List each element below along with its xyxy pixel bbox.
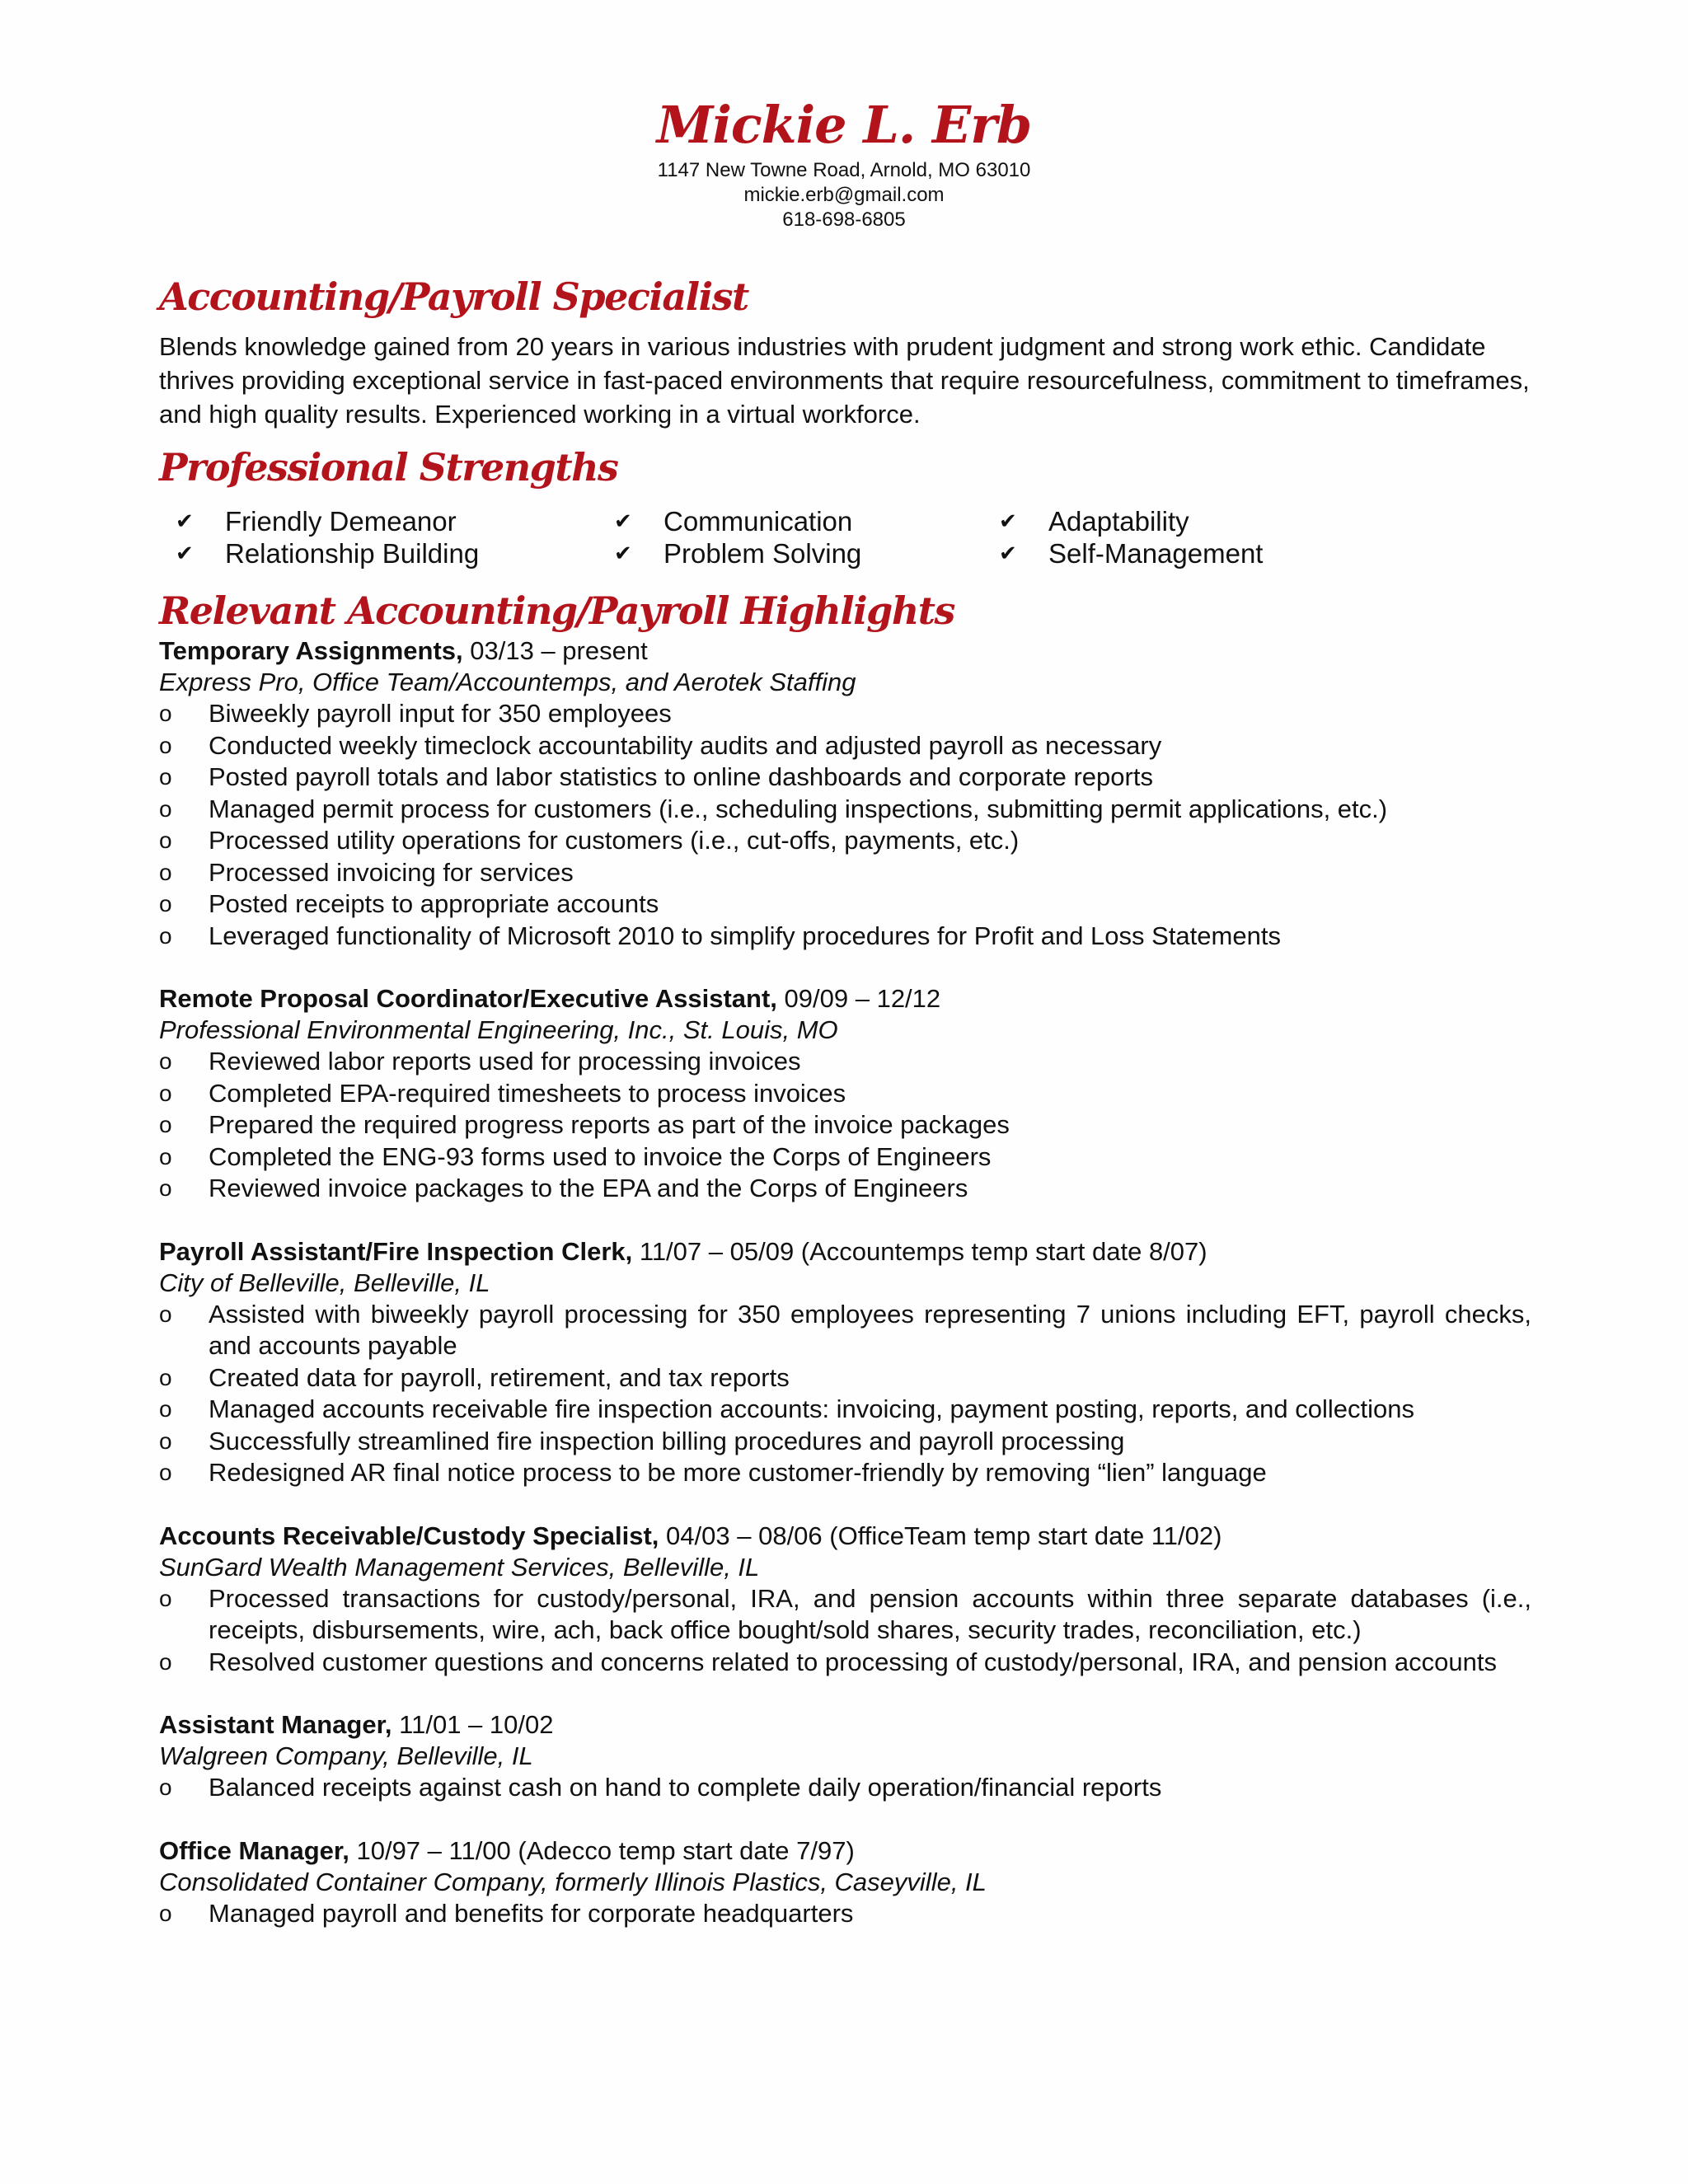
bullet-text: Managed accounts receivable fire inspection accounts: invoicing, payment posting, reports, and collections [209, 1394, 1414, 1423]
job-dates: 09/09 – 12/12 [776, 984, 941, 1013]
bullet-text: Redesigned AR final notice process to be more customer-friendly by removing “lien” language [209, 1458, 1267, 1487]
bullet-icon: o [159, 1048, 172, 1074]
job-entry [159, 1236, 1531, 1489]
bullet-icon: o [159, 1774, 172, 1800]
highlights-title: Relevant Accounting/Payroll Highlights [159, 588, 954, 633]
job-company: Express Pro, Office Team/Accountemps, and Aerotek Staffing [159, 668, 856, 696]
bullet-text: Biweekly payroll input for 350 employees [209, 699, 672, 728]
job-bullets [159, 1046, 1531, 1205]
resume-body [159, 272, 1531, 1929]
bullet-text: Successfully streamlined fire inspection billing procedures and payroll processing [209, 1426, 1125, 1455]
bullet-icon: o [159, 1175, 172, 1201]
job-entry [159, 635, 1531, 952]
bullet-item [159, 1772, 1531, 1804]
job-list [159, 635, 1531, 1929]
job-bullets [159, 1299, 1531, 1489]
bullet-text: Processed utility operations for customers (i.e., cut-offs, payments, etc.) [209, 826, 1020, 855]
job-dates: 10/97 – 11/00 (Adecco temp start date 7/97) [349, 1835, 855, 1865]
job-title: Temporary Assignments, [159, 636, 463, 665]
strength-item: ✔ Self-Management [999, 538, 1264, 569]
bullet-icon: o [159, 1112, 172, 1137]
contact-phone: 618-698-6805 [782, 209, 906, 231]
job-title: Payroll Assistant/Fire Inspection Clerk, [159, 1236, 633, 1266]
job-company: City of Belleville, Belleville, IL [159, 1268, 490, 1297]
bullet-item [159, 921, 1531, 953]
bullet-item [159, 857, 1531, 889]
bullet-text: Conducted weekly timeclock accountability audits and adjusted payroll as necessary [209, 730, 1162, 760]
bullet-icon: o [159, 1301, 172, 1327]
candidate-name: Mickie L. Erb [656, 95, 1032, 155]
job-heading [159, 1521, 1531, 1552]
bullet-text: Resolved customer questions and concerns related to processing of custody/personal, IRA, and pension accounts [209, 1647, 1497, 1676]
job-title: Accounts Receivable/Custody Specialist, [159, 1521, 659, 1550]
job-heading [159, 1236, 1531, 1268]
check-icon: ✔ [176, 509, 194, 533]
job-heading [159, 1709, 1531, 1741]
bullet-icon: o [159, 1585, 172, 1611]
bullet-text: Completed EPA-required timesheets to process invoices [209, 1078, 846, 1108]
bullet-item [159, 1141, 1531, 1174]
bullet-item [159, 1647, 1531, 1679]
bullet-icon: o [159, 1460, 172, 1485]
bullet-text: Completed the ENG-93 forms used to invoice the Corps of Engineers [209, 1141, 992, 1171]
job-company: Consolidated Container Company, formerly Illinois Plastics, Caseyville, IL [159, 1867, 987, 1896]
bullet-icon: o [159, 1080, 172, 1106]
strength-item: ✔ Adaptability [999, 506, 1189, 537]
bullet-item [159, 698, 1531, 730]
bullet-item [159, 762, 1531, 794]
job-heading [159, 635, 1531, 667]
check-icon: ✔ [999, 509, 1017, 533]
bullet-icon: o [159, 859, 172, 885]
bullet-item [159, 1898, 1531, 1930]
bullet-text: Created data for payroll, retirement, and tax reports [209, 1362, 790, 1392]
bullet-icon: o [159, 891, 172, 916]
bullet-text: Leveraged functionality of Microsoft 2010 to simplify procedures for Profit and Loss Statements [209, 921, 1281, 950]
bullet-text: Managed permit process for customers (i.e., scheduling inspections, submitting permit applications, etc.) [209, 794, 1388, 823]
strength-item: ✔ Communication [614, 506, 853, 537]
bullet-item [159, 1457, 1531, 1489]
bullet-text: Prepared the required progress reports as part of the invoice packages [209, 1110, 1010, 1139]
job-company: Walgreen Company, Belleville, IL [159, 1741, 533, 1770]
bullet-text: Posted payroll totals and labor statistics to online dashboards and corporate reports [209, 762, 1153, 791]
bullet-icon: o [159, 701, 172, 726]
bullet-item [159, 1299, 1531, 1362]
bullet-text: Processed transactions for custody/personal, IRA, and pension accounts within three separate databases (i.e., receipts, disbursements, wire, ach, back office bought/sold shares, security trades, reconciliation, etc.) [209, 1583, 1531, 1644]
bullet-text: Reviewed invoice packages to the EPA and the Corps of Engineers [209, 1174, 968, 1202]
job-bullets [159, 1772, 1531, 1804]
job-entry [159, 1521, 1531, 1679]
bullet-text: Reviewed labor reports used for processing invoices [209, 1047, 801, 1076]
summary-title: Accounting/Payroll Specialist [159, 274, 748, 319]
bullet-item [159, 730, 1531, 762]
job-title: Remote Proposal Coordinator/Executive Assistant, [159, 984, 777, 1013]
bullet-item [159, 825, 1531, 857]
bullet-icon: o [159, 732, 172, 758]
check-icon: ✔ [999, 541, 1017, 565]
strength-item: ✔ Problem Solving [614, 538, 862, 569]
bullet-text: Managed payroll and benefits for corporate headquarters [209, 1898, 854, 1928]
bullet-icon: o [159, 1143, 172, 1169]
bullet-icon: o [159, 1396, 172, 1422]
bullet-item [159, 1078, 1531, 1110]
bullet-item [159, 1362, 1531, 1394]
strengths-list [176, 505, 1531, 569]
job-entry [159, 1709, 1531, 1804]
job-entry [159, 1835, 1531, 1930]
resume-header [0, 92, 1688, 232]
strengths-title: Professional Strengths [159, 445, 618, 490]
bullet-item [159, 1394, 1531, 1426]
check-icon: ✔ [614, 509, 632, 533]
bullet-icon: o [159, 827, 172, 853]
job-heading [159, 1835, 1531, 1867]
job-dates: 03/13 – present [462, 636, 648, 665]
job-entry [159, 983, 1531, 1205]
job-title: Assistant Manager, [159, 1710, 392, 1739]
job-dates: 04/03 – 08/06 (OfficeTeam temp start date 11/02) [659, 1521, 1222, 1550]
bullet-icon: o [159, 1364, 172, 1390]
job-bullets [159, 698, 1531, 952]
strength-item: ✔ Relationship Building [176, 538, 480, 569]
job-dates: 11/07 – 05/09 (Accountemps temp start date 8/07) [632, 1236, 1207, 1266]
job-dates: 11/01 – 10/02 [392, 1710, 554, 1739]
job-bullets [159, 1898, 1531, 1930]
bullet-item [159, 1109, 1531, 1141]
bullet-icon: o [159, 922, 172, 949]
job-company: Professional Environmental Engineering, Inc., St. Louis, MO [159, 1015, 838, 1044]
check-icon: ✔ [176, 541, 194, 565]
bullet-text: Assisted with biweekly payroll processing for 350 employees representing 7 unions including EFT, payroll checks, and accounts payable [209, 1299, 1531, 1360]
bullet-item [159, 1173, 1531, 1205]
bullet-icon: o [159, 795, 172, 822]
job-company: SunGard Wealth Management Services, Belleville, IL [159, 1552, 760, 1582]
bullet-icon: o [159, 764, 172, 790]
bullet-icon: o [159, 1648, 172, 1675]
bullet-icon: o [159, 1900, 172, 1926]
summary-text: Blends knowledge gained from 20 years in various industries with prudent judgment and strong work ethic. Candidate thrives providing exceptional service in fast-paced environments that require resourcefulness, commitment to timeframes, and high quality results. Experienced working in a virtual workforce. [159, 332, 1530, 429]
bullet-text: Posted receipts to appropriate accounts [209, 889, 659, 918]
check-icon: ✔ [614, 541, 632, 565]
job-title: Office Manager, [159, 1835, 349, 1865]
bullet-text: Balanced receipts against cash on hand to complete daily operation/financial reports [209, 1773, 1162, 1802]
strength-item: ✔ Friendly Demeanor [176, 506, 457, 537]
bullet-icon: o [159, 1427, 172, 1454]
bullet-item [159, 888, 1531, 921]
contact-email: mickie.erb@gmail.com [743, 184, 945, 206]
bullet-item [159, 1426, 1531, 1458]
job-bullets [159, 1583, 1531, 1679]
bullet-item [159, 1583, 1531, 1647]
bullet-text: Processed invoicing for services [209, 857, 574, 887]
bullet-item [159, 794, 1531, 826]
bullet-item [159, 1046, 1531, 1078]
contact-address: 1147 New Towne Road, Arnold, MO 63010 [657, 159, 1031, 181]
job-heading [159, 983, 1531, 1015]
